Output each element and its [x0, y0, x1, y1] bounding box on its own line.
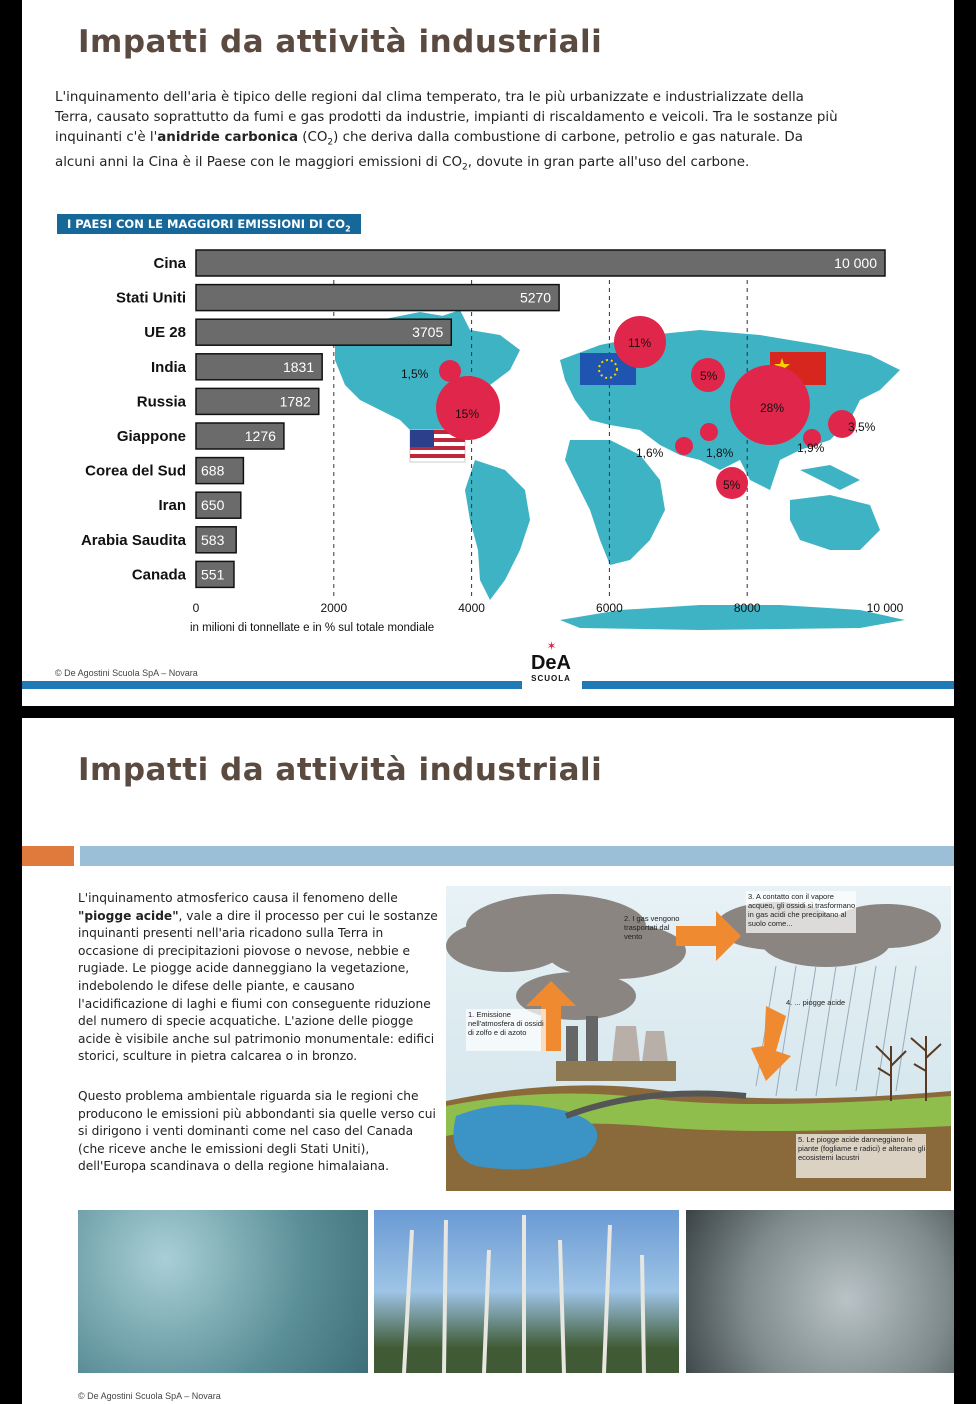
right-border: [954, 718, 976, 1404]
accent-blue-bar: [80, 846, 954, 866]
value-label: 5270: [519, 289, 552, 306]
x-tick-label: 8000: [733, 601, 761, 615]
value-label: 1782: [279, 393, 311, 410]
pct-japan: 3,5%: [848, 420, 876, 434]
category-label: India: [150, 358, 186, 376]
label-step2: 2. I gas vengono trasportati dal vento: [624, 914, 680, 941]
label-step5: 5. Le piogge acide danneggiano le piante (fogliame e radici) e alterano gli ecosistemi lacustri: [796, 1134, 926, 1179]
rain-photo: [78, 1210, 368, 1373]
pct-india: 5%: [723, 478, 741, 492]
label-step4: 4. ... piogge acide: [786, 998, 846, 1007]
category-label: Corea del Sud: [85, 462, 186, 480]
pct-china: 28%: [760, 401, 785, 415]
acid-rain-paragraph-1: L'inquinamento atmosferico causa il fenomeno delle "piogge acide", vale a dire il processo per cui le sostanze inquinanti presenti nell'aria ricadono sulla Terra in occasione di precipitazioni piovose o nevose, nebbie e rugiade. Le piogge acide danneggiano la vegetazione, indebolendo le difese delle piante, e causano l'acidificazione di laghi e fiumi con conseguente riduzione del numero di specie acquatiche. L'azione delle piogge acide è visibile anche sul patrimonio monumentale: edifici storici, sculture in pietra calcarea o in bronzo.: [78, 891, 438, 1064]
x-tick-label: 10 000: [866, 601, 904, 615]
category-label: Cina: [153, 255, 186, 272]
footer-bar-left: [22, 681, 522, 689]
value-label: 3705: [412, 324, 444, 341]
dead-trees-illustration: [374, 1210, 679, 1373]
bubble-iran: [675, 437, 693, 455]
left-border: [0, 718, 22, 1404]
page-title: Impatti da attività industriali: [78, 24, 603, 60]
dea-logo: ✶ DeA SCUOLA: [530, 639, 571, 683]
category-label: Russia: [136, 393, 186, 411]
acid-rain-paragraph-2: Questo problema ambientale riguarda sia le regioni che producono le emissioni più abbondanti sia quelle verso cui si dirigono i venti dominanti come nel caso del Canada (che riceve anche le emissioni degli Stati Uniti), dell'Europa scandinava o della regione himalaiana.: [78, 1089, 436, 1174]
pct-eu: 11%: [628, 336, 652, 350]
value-label: 583: [201, 531, 225, 548]
value-label: 650: [201, 497, 225, 514]
chart-title: I PAESI CON LE MAGGIORI EMISSIONI DI $CO_2$: [57, 214, 361, 234]
bar-stati-uniti: [196, 285, 559, 311]
slide-acid-rain: [0, 718, 976, 1404]
dead-forest-photo: [374, 1210, 679, 1373]
value-label: 10 000: [834, 255, 877, 271]
pct-russia: 5%: [700, 369, 718, 383]
value-label: 551: [201, 566, 225, 583]
pct-saudi: 1,8%: [706, 446, 734, 460]
pct-canada: 1,5%: [401, 367, 429, 381]
label-step3: 3. A contatto con il vapore acqueo, gli ossidi si trasformano in gas acidi che precipitano al suolo come...: [746, 891, 856, 934]
category-label: Stati Uniti: [116, 289, 186, 307]
x-tick-label: 0: [192, 601, 200, 615]
bar-cina: [196, 250, 885, 276]
acid-rain-diagram: [446, 886, 951, 1191]
emissions-chart: [0, 0, 976, 640]
x-tick-label: 6000: [596, 601, 623, 615]
footer-credit: © De Agostini Scuola SpA – Novara: [55, 668, 198, 678]
pct-korea: 1,9%: [797, 441, 825, 455]
value-label: 688: [201, 462, 225, 479]
x-axis-label: in milioni di tonnellate e in % sul totale mondiale: [190, 622, 435, 634]
category-label: Arabia Saudita: [80, 531, 186, 549]
category-label: Giappone: [116, 428, 186, 445]
footer-credit-2: © De Agostini Scuola SpA – Novara: [78, 1391, 221, 1401]
bubble-canada: [439, 360, 461, 382]
bubble-saudi: [700, 423, 718, 441]
pct-usa: 15%: [455, 407, 480, 421]
value-label: 1831: [282, 358, 315, 375]
x-tick-label: 2000: [320, 601, 348, 615]
category-label: Canada: [131, 566, 186, 584]
intro-paragraph: L'inquinamento dell'aria è tipico delle regioni dal clima temperato, tra le più urbanizzate e industrializzate della Terra, causato soprattutto da fumi e gas prodotti da industrie, impianti di riscaldamento e veicoli. Tra le sostanze più inquinanti c'è l'anidride carbonica $(CO_2)$ che deriva dalla combustione di carbone, petrolio e gas naturale. Da alcuni anni la Cina è il Paese con le maggiori emissioni di $CO_2$, dovute in gran parte all'uso del carbone.: [55, 90, 838, 173]
x-tick-label: 4000: [458, 601, 485, 615]
accent-orange-bar: [22, 846, 74, 866]
footer-bar-right: [582, 681, 954, 689]
category-label: Iran: [158, 497, 186, 515]
category-label: UE 28: [144, 324, 186, 342]
value-label: 1276: [244, 428, 276, 444]
pct-iran: 1,6%: [636, 446, 664, 460]
page-title-2: Impatti da attività industriali: [78, 752, 603, 788]
label-step1: 1. Emissione nell'atmosfera di ossidi di zolfo e di azoto: [466, 1009, 546, 1052]
statue-photo: [686, 1210, 954, 1373]
